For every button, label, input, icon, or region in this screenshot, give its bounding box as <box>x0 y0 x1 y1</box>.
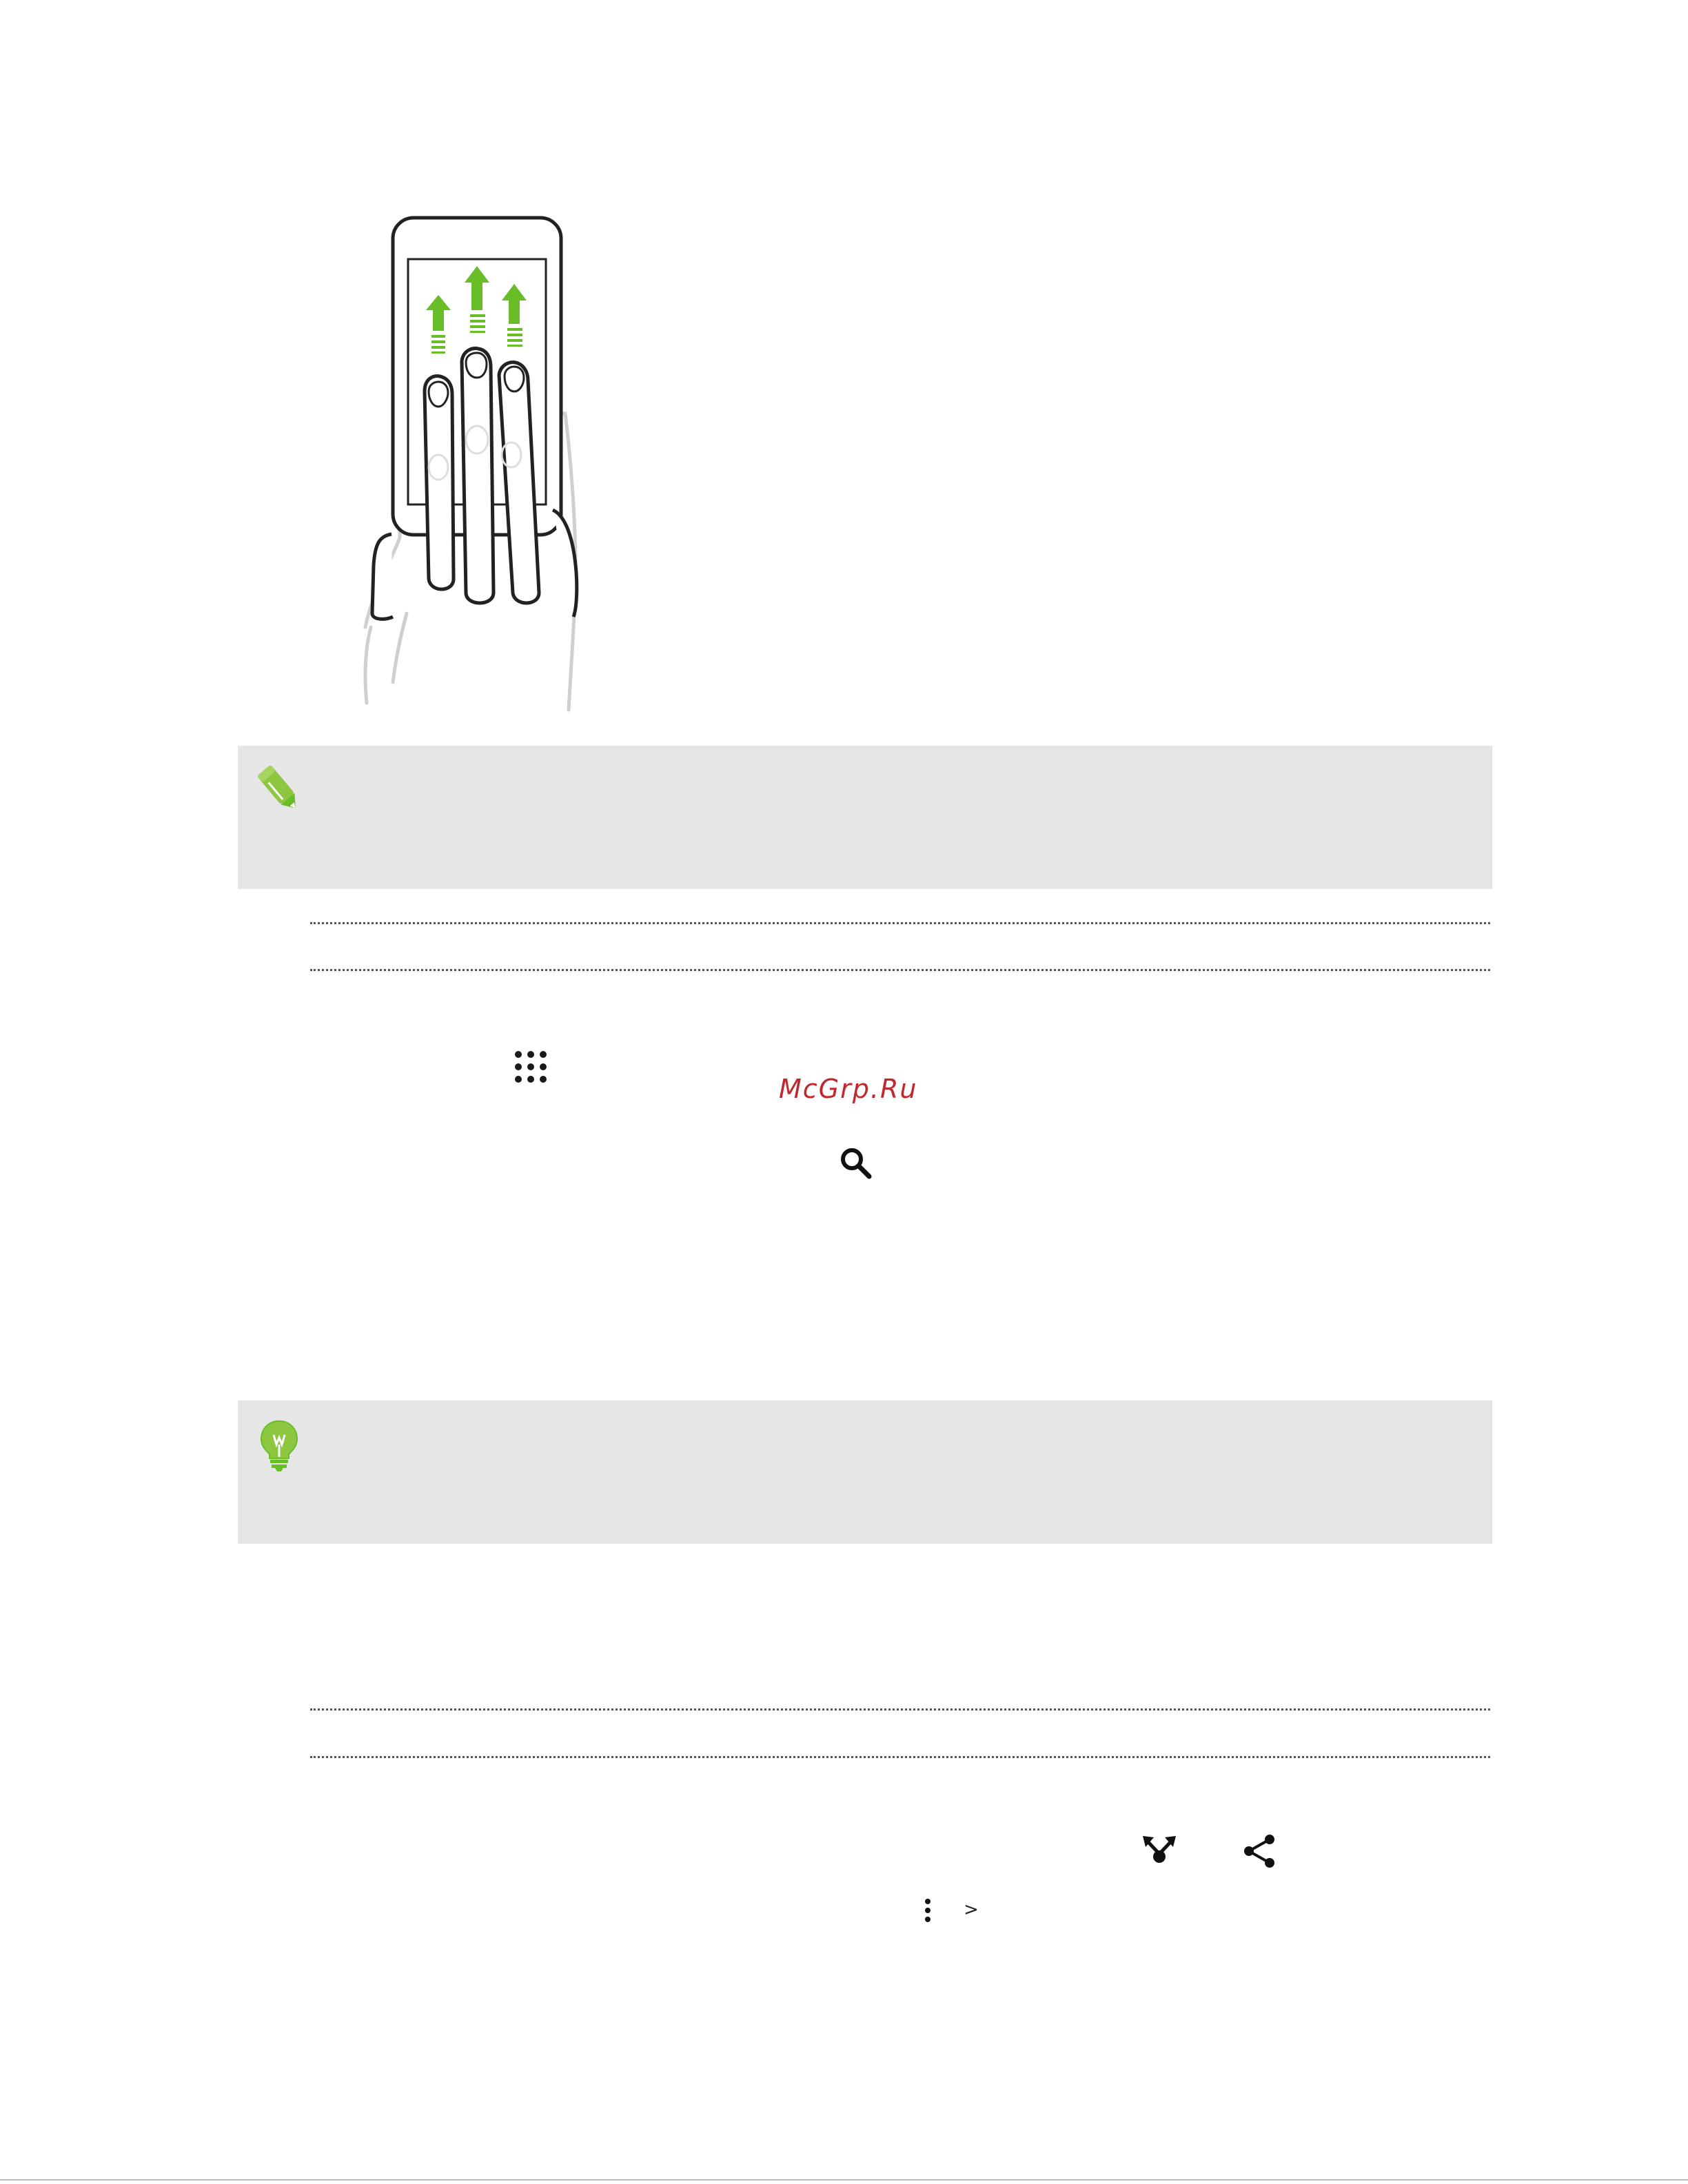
section-divider <box>310 922 1490 924</box>
three-finger-swipe-up-illustration <box>358 207 593 717</box>
page-footer-rule <box>0 2179 1688 2181</box>
note-callout <box>238 746 1492 889</box>
share-icon <box>1242 1833 1277 1869</box>
tip-callout <box>238 1400 1492 1544</box>
lightbulb-tip-icon <box>253 1417 305 1472</box>
section-divider <box>310 969 1490 971</box>
media-output-icon <box>1141 1833 1177 1869</box>
watermark-text: McGrp.Ru <box>779 1074 918 1104</box>
pencil-note-icon <box>253 762 305 817</box>
section-divider <box>310 1756 1490 1758</box>
menu-path-separator: > <box>964 1899 979 1920</box>
more-vertical-icon <box>921 1898 935 1923</box>
apps-grid-icon <box>513 1049 549 1085</box>
search-icon <box>838 1145 873 1180</box>
section-divider <box>310 1708 1490 1711</box>
three-finger-swipe-illustration <box>358 207 593 717</box>
